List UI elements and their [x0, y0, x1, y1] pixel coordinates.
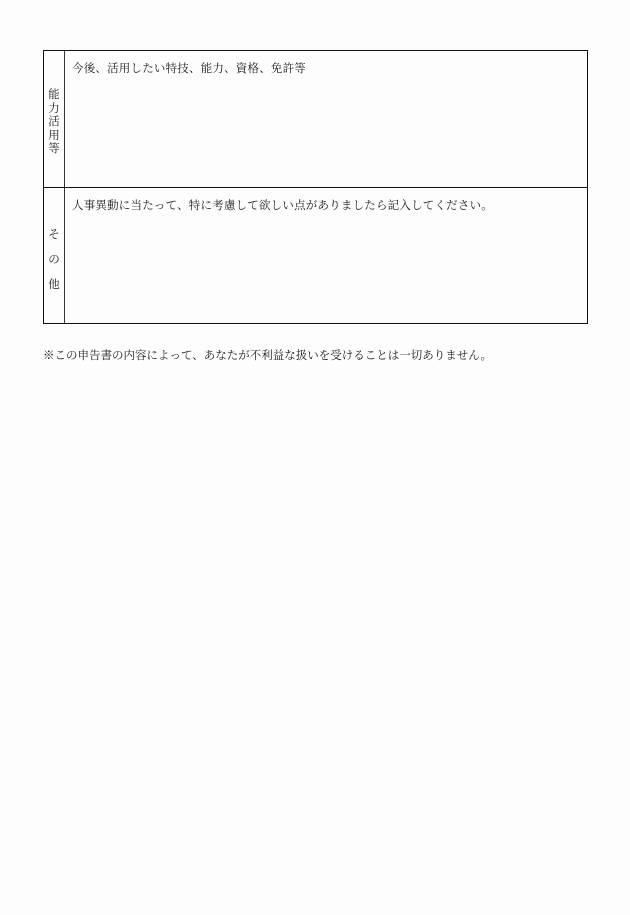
label-char: 活: [48, 114, 60, 128]
label-char: 他: [48, 277, 60, 291]
row-label-cell: [44, 188, 65, 323]
row-label-ability-use: [44, 88, 64, 156]
declaration-form-table: [43, 50, 588, 324]
label-char: の: [48, 252, 60, 266]
other-prompt: 人事異動に当たって、特に考慮して欲しい点がありましたら記入してください。: [72, 198, 493, 212]
other-entry-field[interactable]: [65, 188, 587, 323]
row-label-other: [44, 222, 64, 297]
row-label-cell: [44, 51, 65, 187]
form-row-other: [44, 188, 587, 323]
label-char: 能: [48, 87, 60, 101]
label-char: 用: [48, 127, 60, 142]
form-row-ability-use: [44, 51, 587, 188]
ability-use-entry-field[interactable]: [65, 51, 587, 187]
ability-use-prompt: 今後、活用したい特技、能力、資格、免許等: [72, 61, 306, 75]
label-char: そ: [48, 227, 60, 241]
label-char: 等: [48, 141, 60, 155]
footer-note: ※この申告書の内容によって、あなたが不利益な扱いを受けることは一切ありません。: [43, 348, 492, 362]
label-char: 力: [48, 100, 60, 115]
